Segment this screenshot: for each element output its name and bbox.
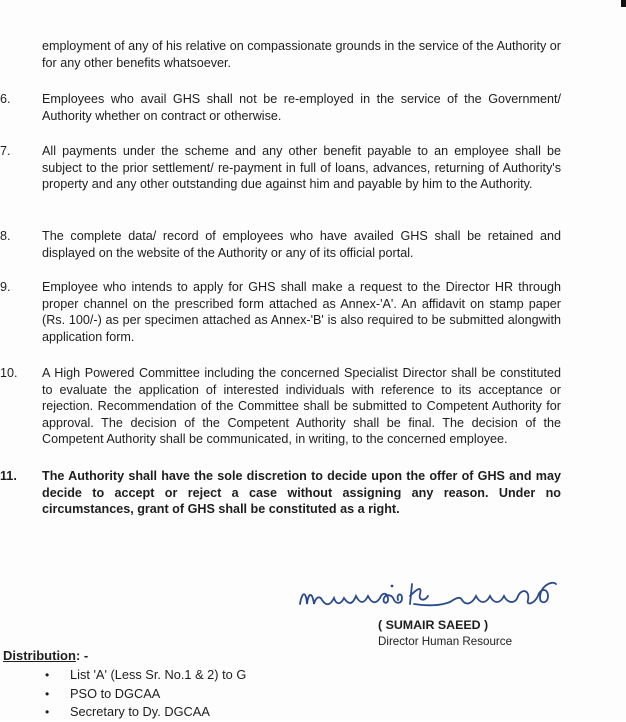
distribution-item-text: List 'A' (Less Sr. No.1 & 2) to G [70,667,247,682]
paragraph-text: All payments under the scheme and any other benefit payable to an employee shall be subject to the prior settlement/ re-payment in full of loans, advances, returning of Authority's property and any other outstanding due against him and payable by him to the Authority. [42,144,561,192]
signatory-title: Director Human Resource [378,635,513,648]
paragraph-number: 7. [0,144,11,158]
distribution-item-text: PSO to DGCAA [70,685,161,701]
bullet-icon: • [45,686,50,701]
paragraph-text: employment of any of his relative on compassionate grounds in the service of the Authority or for any other benefits whatsoever. [42,39,561,70]
signatory-name: ( SUMAIR SAEED ) [378,618,489,632]
paragraph-number: 10. [0,366,18,380]
signature-block [290,574,590,654]
handwritten-signature-icon [294,574,584,614]
bullet-icon: • [45,705,50,719]
distribution-item-text: Secretary to Dy. DGCAA [70,704,210,719]
distribution-heading-label: Distribution [3,648,76,663]
paragraph-text: The Authority shall have the sole discretion to decide upon the offer of GHS and may decide to accept or reject a case without assigning any reason. Under no circumstances, grant of GHS shall be constituted as a right. [42,469,561,517]
paragraph-text: Employees who avail GHS shall not be re-employed in the service of the Government/ Authority whether on contract or otherwise. [42,92,561,123]
paragraph-number: 11. [0,469,17,483]
paragraph-text: A High Powered Committee including the concerned Specialist Director shall be constituted to evaluate the application of interested individuals with reference to its acceptance or rejection. Recommendation of the Committee shall be submitted to Competent Authority for approval. The decision of the Competent Authority shall be final. The decision of the Competent Authority shall be communicated, in writing, to the concerned employee. [42,366,561,447]
paragraph-text: Employee who intends to apply for GHS shall make a request to the Director HR through proper channel on the prescribed form attached as Annex-'A'. An affidavit on stamp paper (Rs. 100/-) as per specimen attached as Annex-'B' is also required to be submitted alongwith application form. [42,280,561,344]
paragraph-number: 6. [0,92,11,106]
paragraph-number: 8. [0,229,11,243]
bullet-icon: • [45,668,50,682]
paragraph-number: 9. [0,280,11,294]
paragraph-text: The complete data/ record of employees who have availed GHS shall be retained and displayed on the website of the Authority or any of its official portal. [42,229,561,260]
distribution-heading [3,648,88,663]
scan-corner-mark [621,0,626,7]
distribution-heading-suffix: : - [75,648,89,663]
